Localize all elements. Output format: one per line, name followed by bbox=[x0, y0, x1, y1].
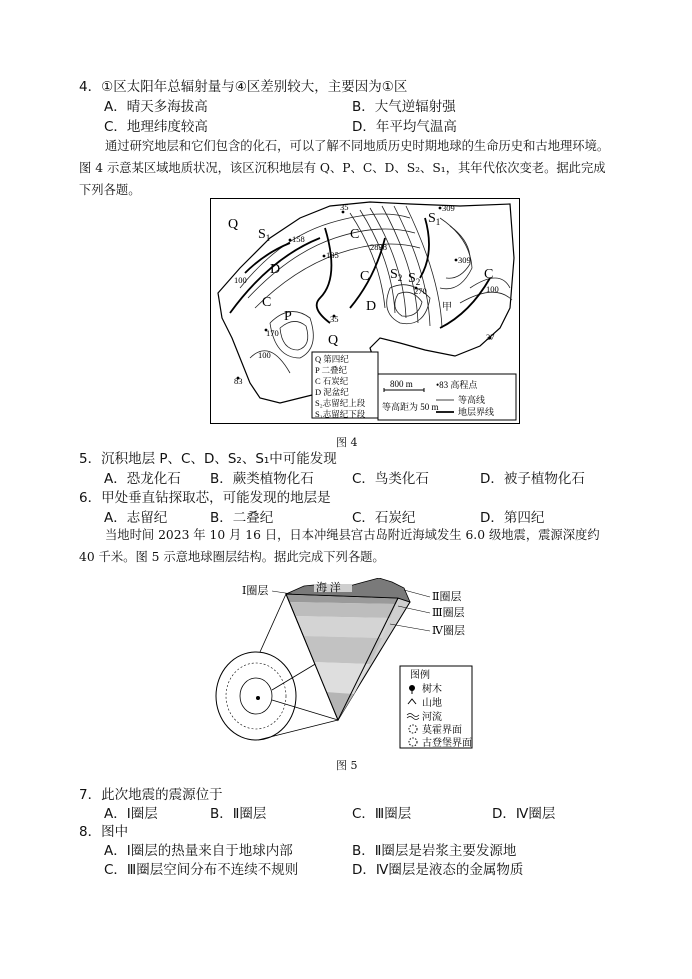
layer-3-label: Ⅲ圈层 bbox=[432, 607, 465, 619]
figure-4-geologic-map bbox=[210, 198, 520, 424]
svg-text:270: 270 bbox=[414, 286, 427, 296]
legend-title: 图例 bbox=[410, 670, 430, 681]
legend-trees: 树木 bbox=[422, 684, 442, 695]
layer-2-label: Ⅱ圈层 bbox=[432, 591, 462, 603]
layer-1-label: Ⅰ圈层 bbox=[242, 585, 269, 597]
svg-text:C: C bbox=[484, 267, 494, 282]
contour-legend: 等高线 bbox=[458, 395, 486, 405]
svg-text:100: 100 bbox=[234, 275, 247, 285]
legend-q: Q 第四纪 bbox=[315, 354, 349, 364]
layer-4-label: Ⅳ圈层 bbox=[432, 625, 465, 637]
svg-text:S2: $S_2$ bbox=[390, 267, 403, 283]
svg-text:35: 35 bbox=[340, 202, 349, 212]
q5-option-a: A．恐龙化石 bbox=[104, 471, 181, 487]
q8-option-c: C．Ⅲ圈层空间分布不连续不规则 bbox=[104, 862, 299, 878]
q7-option-c: C．Ⅲ圈层 bbox=[352, 806, 412, 822]
legend-d: D 泥盆纪 bbox=[315, 387, 349, 397]
q8-option-a: A．Ⅰ圈层的热量来自于地球内部 bbox=[104, 843, 293, 859]
q6-option-a: A．志留纪 bbox=[104, 510, 168, 526]
q6-option-b: B．二叠纪 bbox=[210, 510, 274, 526]
svg-text:C: C bbox=[360, 269, 370, 284]
boundary-legend: 地层界线 bbox=[458, 407, 495, 417]
figure-5-caption: 图 5 bbox=[336, 759, 358, 772]
q4-option-a: A．晴天多海拔高 bbox=[104, 99, 208, 115]
scale-label: 800 m bbox=[390, 379, 413, 389]
q8-option-d: D．Ⅳ圈层是液态的金属物质 bbox=[352, 862, 524, 878]
q7-option-b: B．Ⅱ圈层 bbox=[210, 806, 267, 822]
legend-rivers: 河流 bbox=[422, 712, 442, 723]
q6-option-c: C．石炭纪 bbox=[352, 510, 416, 526]
q5-option-c: C．鸟类化石 bbox=[352, 471, 429, 487]
svg-text:100: 100 bbox=[258, 350, 271, 360]
svg-text:S2: $S_2$ bbox=[408, 271, 421, 287]
svg-text:35: 35 bbox=[330, 314, 339, 324]
q7-option-d: D．Ⅳ圈层 bbox=[492, 806, 556, 822]
svg-text:100: 100 bbox=[486, 284, 499, 294]
legend-moho: 莫霍界面 bbox=[422, 725, 462, 736]
svg-text:83: 83 bbox=[234, 376, 243, 386]
svg-text:309: 309 bbox=[442, 203, 455, 213]
svg-text:S1: $S_1$ bbox=[428, 211, 441, 227]
svg-text:D: D bbox=[366, 299, 377, 314]
svg-text:37: 37 bbox=[486, 332, 495, 342]
figure-5-earth-layers bbox=[214, 578, 476, 754]
q4-option-b: B．大气逆辐射强 bbox=[352, 99, 456, 115]
svg-text:C: C bbox=[350, 227, 360, 242]
svg-text:170: 170 bbox=[266, 328, 279, 338]
svg-text:Q: Q bbox=[228, 217, 239, 232]
legend-c: C 石炭纪 bbox=[315, 376, 349, 386]
legend-gutenberg: 古登堡界面 bbox=[422, 738, 472, 749]
q8-stem: 8．图中 bbox=[79, 824, 129, 840]
legend-p: P 二叠纪 bbox=[315, 365, 348, 375]
svg-text:C: C bbox=[262, 295, 272, 310]
q4-stem: 4．①区太阳年总辐射量与④区差别较大，主要因为①区 bbox=[79, 79, 408, 95]
contour-interval: 等高距为 50 m bbox=[382, 402, 439, 412]
svg-text:Q: Q bbox=[328, 333, 339, 348]
intro-paragraph-2: 当地时间 2023 年 10 月 16 日，日本冲绳县宫古岛附近海域发生 6.0 级地震，震源深度约 40 千米。图 5 示意地球圈层结构。据此完成下列各题。 bbox=[79, 528, 600, 564]
ocean-label: 海 洋 bbox=[316, 582, 341, 594]
svg-text:309: 309 bbox=[458, 255, 471, 265]
q8-option-b: B．Ⅱ圈层是岩浆主要发源地 bbox=[352, 843, 517, 859]
q7-option-a: A．Ⅰ圈层 bbox=[104, 806, 158, 822]
q4-option-c: C．地理纬度较高 bbox=[104, 119, 208, 135]
svg-text:185: 185 bbox=[326, 250, 339, 260]
legend-s1: S₁志留纪下段 bbox=[315, 409, 366, 419]
q5-stem: 5．沉积地层 P、C、D、S₂、S₁中可能发现 bbox=[79, 451, 337, 467]
svg-text:P: P bbox=[284, 309, 292, 324]
q7-stem: 7．此次地震的震源位于 bbox=[79, 787, 223, 803]
svg-text:2838: 2838 bbox=[370, 242, 387, 252]
q6-stem: 6．甲处垂直钻探取芯，可能发现的地层是 bbox=[79, 490, 331, 506]
elevation-point-legend: •83 高程点 bbox=[436, 380, 478, 390]
q4-option-d: D．年平均气温高 bbox=[352, 119, 457, 135]
q5-option-b: B．蕨类植物化石 bbox=[210, 471, 314, 487]
q5-option-d: D．被子植物化石 bbox=[480, 471, 585, 487]
svg-text:D: D bbox=[270, 262, 281, 277]
jia-point-label: 甲 bbox=[442, 302, 452, 313]
intro-paragraph-1: 通过研究地层和它们包含的化石，可以了解不同地质历史时期地球的生命历史和古地理环境。图 4 示意某区域地质状况，该区沉积地层有 Q、P、C、D、S₂、S₁，其年代依次变老。据此完成下列各题。 bbox=[79, 139, 610, 197]
q6-option-d: D．第四纪 bbox=[480, 510, 545, 526]
svg-text:S1: $S_1$ bbox=[258, 227, 271, 243]
figure-4-caption: 图 4 bbox=[336, 436, 358, 449]
svg-text:158: 158 bbox=[292, 234, 305, 244]
legend-s2: S₂志留纪上段 bbox=[315, 398, 366, 408]
legend-mountains: 山地 bbox=[422, 698, 442, 709]
